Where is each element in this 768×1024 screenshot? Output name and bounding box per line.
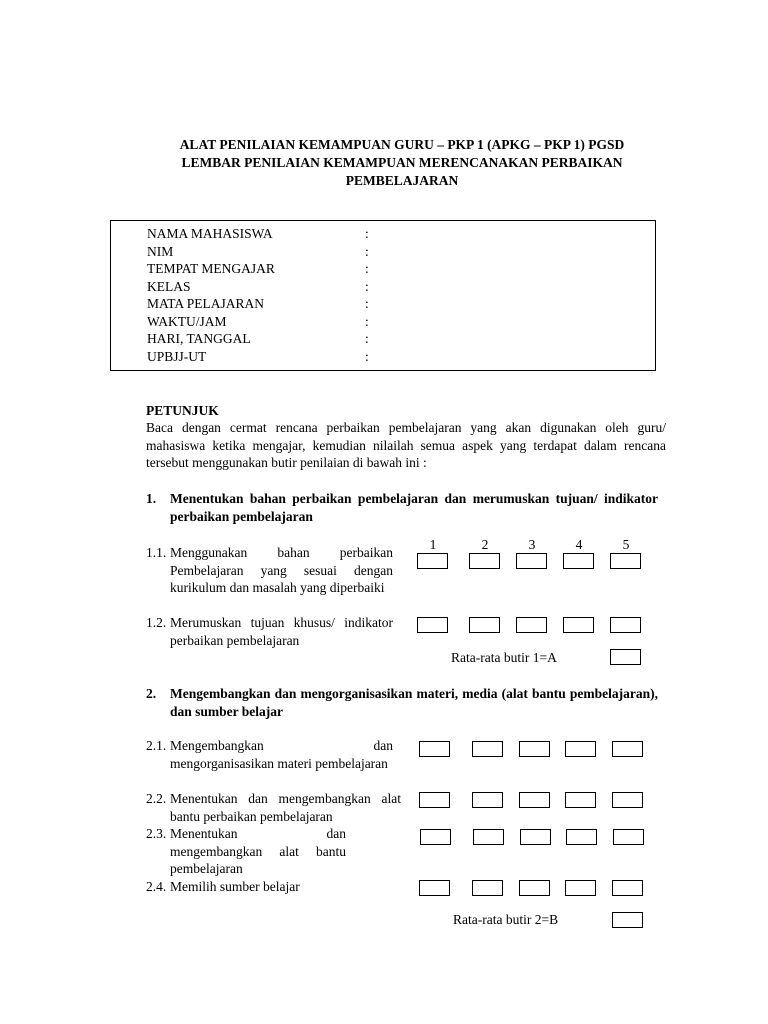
identity-colon: : <box>365 278 369 294</box>
score-box-2-3-3[interactable] <box>520 829 551 845</box>
section-1-title: 1. Menentukan bahan perbaikan pembelajaran dan merumuskan tujuan/ indikator perbaikan pembelajaran <box>146 491 658 524</box>
identity-row-time: WAKTU/JAM : <box>147 313 369 329</box>
instructions-text: Baca dengan cermat rencana perbaikan pembelajaran yang akan digunakan oleh guru/ mahasiswa ketika mengajar, kemudian nilailah semua aspek yang terdapat dalam rencana tersebut menggunakan butir penilaian di bawah ini : <box>146 420 666 470</box>
identity-colon: : <box>365 331 369 346</box>
identity-row-upbjj: UPBJJ-UT : <box>147 348 369 364</box>
identity-row-subject: MATA PELAJARAN : <box>147 296 369 311</box>
identity-colon: : <box>365 261 369 276</box>
average-a-label: Rata-rata butir 1=A <box>451 650 557 665</box>
score-box-2-4-1[interactable] <box>419 880 450 896</box>
score-box-1-1-2[interactable] <box>469 553 500 569</box>
identity-row-place: TEMPAT MENGAJAR : <box>147 261 369 276</box>
identity-box <box>110 220 656 371</box>
scale-label-1: 1 <box>429 537 437 552</box>
identity-row-class: KELAS : <box>147 278 369 294</box>
score-box-1-2-5[interactable] <box>610 617 641 633</box>
form-title-line-2: LEMBAR PENILAIAN KEMAMPUAN MERENCANAKAN PERBAIKAN <box>181 155 623 170</box>
score-box-2-2-3[interactable] <box>519 792 550 808</box>
scale-label-5: 5 <box>622 537 630 552</box>
form-title-line-1: ALAT PENILAIAN KEMAMPUAN GURU – PKP 1 (APKG – PKP 1) PGSD <box>179 137 625 152</box>
score-box-1-2-1[interactable] <box>417 617 448 633</box>
form-title-line-3: PEMBELAJARAN <box>345 173 459 188</box>
score-box-2-1-3[interactable] <box>519 741 550 757</box>
score-box-1-1-5[interactable] <box>610 553 641 569</box>
scale-label-3: 3 <box>528 537 536 552</box>
score-box-2-4-3[interactable] <box>519 880 550 896</box>
score-box-2-3-1[interactable] <box>420 829 451 845</box>
score-box-2-2-5[interactable] <box>612 792 643 808</box>
score-box-2-1-2[interactable] <box>472 741 503 757</box>
score-box-2-3-2[interactable] <box>473 829 504 845</box>
score-box-2-1-4[interactable] <box>565 741 596 757</box>
score-box-2-2-2[interactable] <box>472 792 503 808</box>
score-box-1-2-3[interactable] <box>516 617 547 633</box>
score-box-2-1-5[interactable] <box>612 741 643 757</box>
score-box-1-1-3[interactable] <box>516 553 547 569</box>
score-box-1-1-1[interactable] <box>417 553 448 569</box>
identity-row-date: HARI, TANGGAL : <box>147 331 369 346</box>
identity-colon: : <box>365 226 369 241</box>
score-box-2-2-1[interactable] <box>419 792 450 808</box>
scale-label-4: 4 <box>575 537 583 552</box>
score-box-2-4-2[interactable] <box>472 880 503 896</box>
identity-colon: : <box>365 313 369 329</box>
average-b-box[interactable] <box>612 912 643 928</box>
scale-label-2: 2 <box>481 537 489 552</box>
identity-row-nim: NIM : <box>147 243 369 259</box>
score-box-2-3-5[interactable] <box>613 829 644 845</box>
average-b-label: Rata-rata butir 2=B <box>453 912 559 927</box>
section-2-title: 2. Mengembangkan dan mengorganisasikan materi, media (alat bantu pembelajaran), dan sumber belajar <box>146 686 658 719</box>
score-box-1-2-2[interactable] <box>469 617 500 633</box>
score-box-2-4-4[interactable] <box>565 880 596 896</box>
identity-row-name: NAMA MAHASISWA : <box>147 226 369 241</box>
identity-colon: : <box>365 348 369 364</box>
score-box-2-2-4[interactable] <box>565 792 596 808</box>
identity-colon: : <box>365 243 369 259</box>
score-box-2-1-1[interactable] <box>419 741 450 757</box>
score-box-2-4-5[interactable] <box>612 880 643 896</box>
instructions-heading: PETUNJUK <box>146 403 219 418</box>
score-box-1-2-4[interactable] <box>563 617 594 633</box>
average-a-box[interactable] <box>610 649 641 665</box>
identity-colon: : <box>365 296 369 311</box>
score-box-1-1-4[interactable] <box>563 553 594 569</box>
score-box-2-3-4[interactable] <box>566 829 597 845</box>
